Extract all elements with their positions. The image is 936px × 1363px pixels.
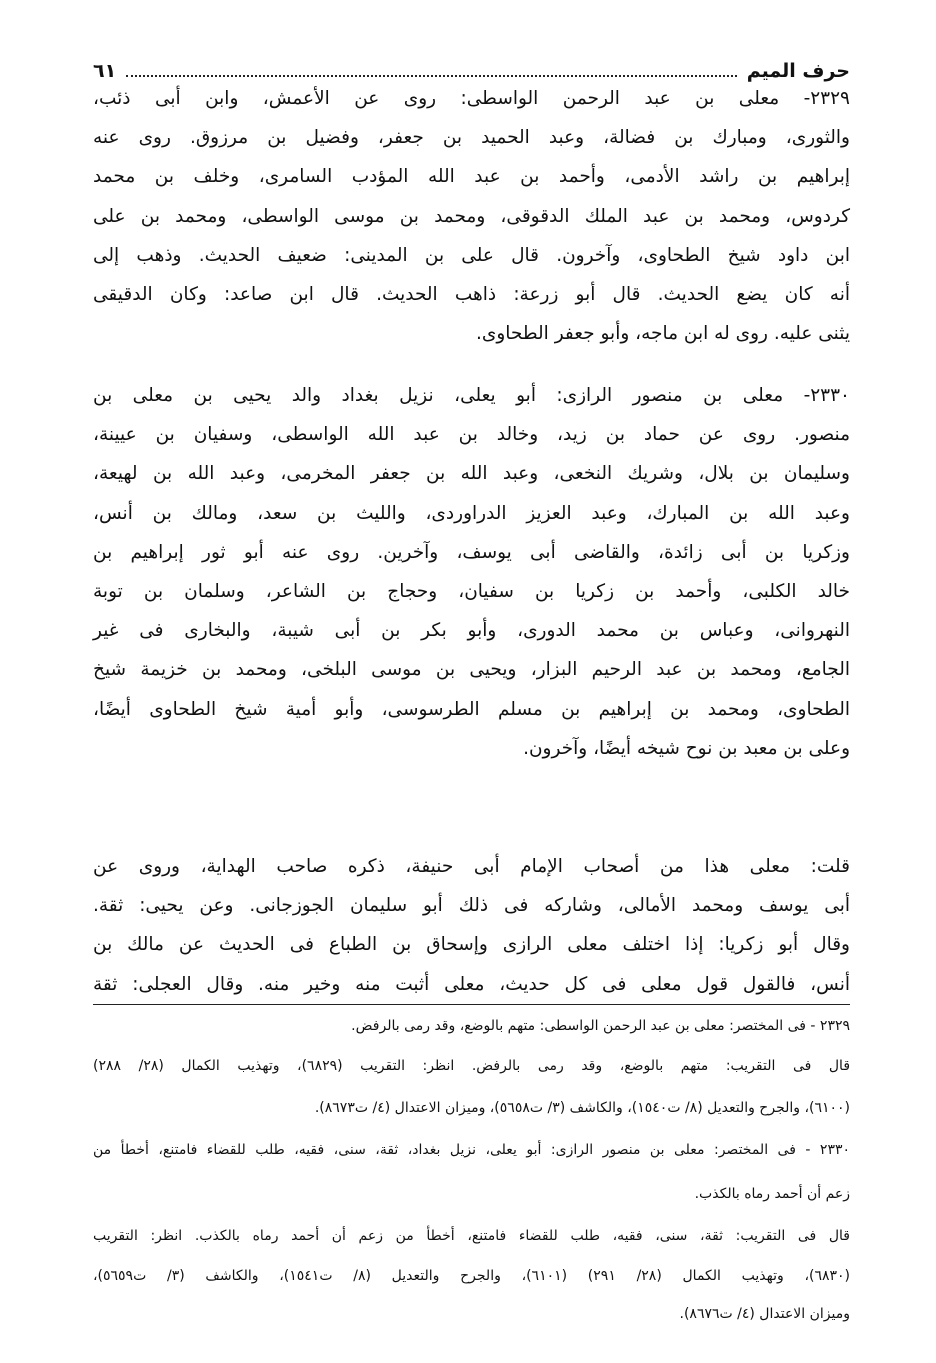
text-line: منصور. روى عن حماد بن زيد، وخالد بن عبد الله الواسطى، وسفيان بن عيينة،: [93, 424, 850, 446]
chapter-title: حرف الميم: [746, 60, 850, 82]
text-line: النهروانى، وعباس بن محمد الدورى، وأبو بكر بن أبى شيبة، والبخارى فى غير: [93, 620, 850, 642]
text-line: الجامع، ومحمد بن عبد الرحيم البزار، ويحيى بن موسى البلخى، ومحمد بن خزيمة شيخ: [93, 659, 850, 681]
text-line: كردوس، ومحمد بن عبد الملك الدقوقى، ومحمد بن موسى الواسطى، ومحمد بن على: [93, 205, 850, 227]
text-line: وسليمان بن بلال، وشريك النخعى، وعبد الله بن جعفر المخرمى، وعبد الله بن لهيعة،: [93, 463, 850, 485]
footnote-line: قال فى التقريب: ثقة، سنى، فقيه، طلب للقضاء فامتنع، أخطأ من زعم أن أحمد رماه بالكذب. انظر: التقريب: [93, 1228, 850, 1244]
text-line: قلت: معلى هذا من أصحاب الإمام أبى حنيفة، ذكره صاحب الهداية، وروى عن: [93, 856, 850, 877]
text-line: والثورى، ومبارك بن فضالة، وعبد الحميد بن جعفر، وفضيل بن مرزوق. روى عنه: [93, 127, 850, 149]
text-line: ابن داود شيخ الطحاوى، وآخرون. قال على بن المدينى: ضعيف الحديث. وذهب إلى: [93, 244, 850, 266]
footnote-line: ٢٣٣٠ - فى المختصر: معلى بن منصور الرازى: أبو يعلى، نزيل بغداد، ثقة، سنى، فقيه، طلب للقضاء فامتنع، أخطأ من: [93, 1142, 850, 1158]
footnote-line: ٢٣٢٩ - فى المختصر: معلى بن عبد الرحمن الواسطى: متهم بالوضع، وقد رمى بالرفض.: [351, 1018, 850, 1034]
text-line: إبراهيم بن راشد الأدمى، وأحمد بن عبد الله المؤدب السامرى، وخلف بن محمد: [93, 166, 850, 188]
footnote-line: قال فى التقريب: متهم بالوضع، وقد رمى بالرفض. انظر: التقريب (٦٨٢٩)، وتهذيب الكمال (٢٨/ ٢٨٨): [93, 1058, 851, 1074]
text-line: يثنى عليه. روى له ابن ماجه، وأبو جعفر الطحاوى.: [475, 323, 850, 345]
text-line: أنه كان يضع الحديث. قال أبو زرعة: ذاهب الحديث. قال ابن صاعد: وكان الدقيقى: [93, 284, 850, 305]
text-line: ٢٣٢٩- معلى بن عبد الرحمن الواسطى: روى عن الأعمش، وابن أبى ذئب،: [93, 88, 850, 109]
text-line: أنس، فالقول قول معلى فى كل حديث، معلى أثبت منه وخير منه. وقال العجلى: ثقة: [93, 973, 850, 995]
text-line: وعلى بن معبد بن نوح شيخه أيضًا، وآخرون.: [523, 737, 850, 759]
leader-dots: [126, 75, 737, 77]
footnote-line: زعم أن أحمد رماه بالكذب.: [694, 1186, 850, 1202]
text-line: أبى يوسف ومحمد الأمالى، وشاركه فى ذلك أبو سليمان الجوزجانى. وعن يحيى: ثقة.: [93, 895, 850, 917]
footnote-line: (٦١٠٠)، والجرح والتعديل (٨/ ت١٥٤٠)، والكاشف (٣/ ت٥٦٥٨)، وميزان الاعتدال (٤/ ت٨٦٧٣).: [314, 1100, 850, 1116]
footnote-line: (٦٨٣٠)، وتهذيب الكمال (٢٨/ ٢٩١) (٦١٠١)، والجرح والتعديل (٨/ ت١٥٤١)، والكاشف (٣/ ت٥٦٥٩)،: [93, 1268, 850, 1284]
text-line: وقال أبو زكريا: إذا اختلف معلى الرازى وإسحاق بن الطباع فى الحديث عن مالك بن: [93, 934, 850, 956]
footnote-separator: [93, 1004, 850, 1005]
text-line: وعبد الله بن المبارك، وعبد العزيز الدراوردى، والليث بن سعد، ومالك بن أنس،: [93, 502, 850, 524]
text-line: الطحاوى، ومحمد بن إبراهيم بن مسلم الطرسوسى، وأبو أمية شيخ الطحاوى أيضًا،: [93, 698, 850, 720]
text-line: خالد الكلبى، وأحمد بن زكريا بن سفيان، وحجاج بن الشاعر، وسلمان بن توبة: [93, 581, 850, 602]
text-line: وزكريا بن أبى زائدة، والقاضى أبى يوسف، وآخرين. روى عنه أبو ثور إبراهيم بن: [93, 541, 850, 563]
footnote-line: وميزان الاعتدال (٤/ ت٨٦٧٦).: [679, 1306, 850, 1322]
text-line: ٢٣٣٠- معلى بن منصور الرازى: أبو يعلى، نزيل بغداد والد يحيى بن معلى بن: [93, 385, 850, 406]
page-number: ٦١: [93, 60, 117, 82]
